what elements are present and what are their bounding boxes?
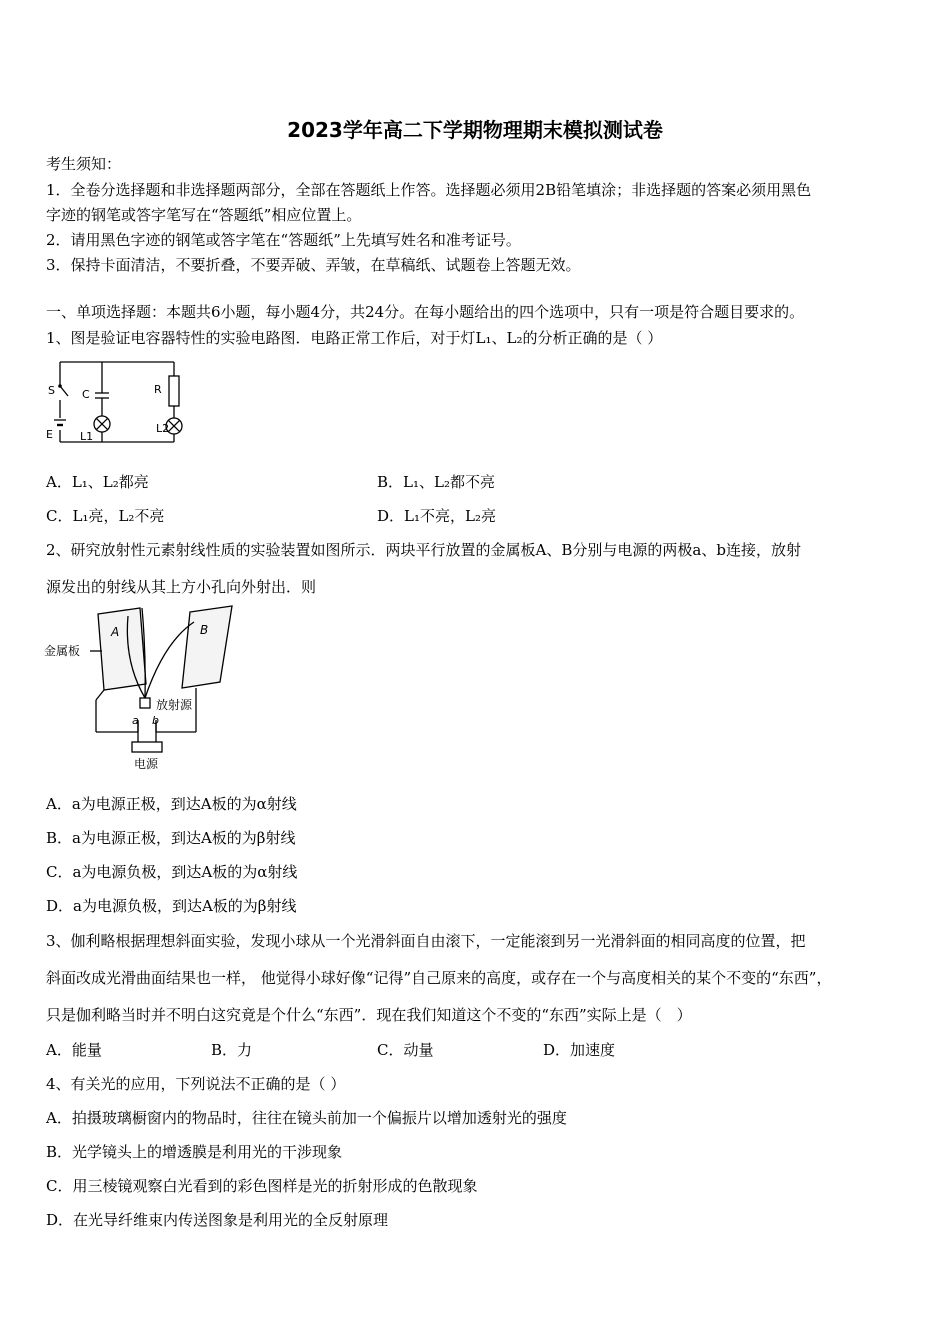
- q3-option-b: B．力: [211, 1041, 253, 1059]
- q1-option-b: B．L₁、L₂都不亮: [377, 473, 495, 491]
- q4-option-d: D．在光导纤维束内传送图象是利用光的全反射原理: [46, 1211, 389, 1229]
- question-1-stem: 1、图是验证电容器特性的实验电路图．电路正常工作后，对于灯L₁、L₂的分析正确的是（ ）: [46, 329, 663, 347]
- label-source: 放射源: [156, 698, 193, 712]
- label-l1: L1: [80, 430, 94, 443]
- question-2-stem-line-2: 源发出的射线从其上方小孔向外射出．则: [46, 578, 317, 596]
- q3-option-d: D．加速度: [543, 1041, 616, 1059]
- q2-option-b: B．a为电源正极，到达A板的为β射线: [46, 829, 296, 847]
- question-4-stem: 4、有关光的应用，下列说法不正确的是（ ）: [46, 1075, 346, 1093]
- q1-option-d: D．L₁不亮，L₂亮: [377, 507, 496, 525]
- q2-option-a: A．a为电源正极，到达A板的为α射线: [46, 795, 297, 813]
- label-r: R: [154, 383, 162, 396]
- q1-option-c: C．L₁亮，L₂不亮: [46, 507, 165, 525]
- q1-option-a: A．L₁、L₂都亮: [46, 473, 149, 491]
- label-s: S: [48, 384, 55, 397]
- label-metal-plate: 金属板: [44, 644, 81, 658]
- q3-option-a: A．能量: [46, 1041, 102, 1059]
- label-l2: L2: [156, 422, 170, 435]
- q2-option-c: C．a为电源负极，到达A板的为α射线: [46, 863, 298, 881]
- question-2-stem-line-1: 2、研究放射性元素射线性质的实验装置如图所示．两块平行放置的金属板A、B分别与电源的两极a、b连接，放射: [46, 541, 801, 559]
- label-e: E: [46, 428, 53, 441]
- label-plate-a: A: [111, 625, 120, 639]
- page-title: 2023学年高二下学期物理期末模拟测试卷: [287, 118, 663, 142]
- label-power: 电源: [134, 757, 159, 771]
- radiation-apparatus-diagram: [44, 602, 244, 772]
- question-3-stem-line-3: 只是伽利略当时并不明白这究竟是个什么“东西”．现在我们知道这个不变的“东西”实际上是（ ）: [46, 1006, 692, 1024]
- switch-contact: [58, 384, 62, 388]
- question-3-stem-line-2: 斜面改成光滑曲面结果也一样， 他觉得小球好像“记得”自己原来的高度，或存在一个与高度相关的某个不变的“东西”，: [46, 969, 832, 987]
- circuit-diagram: [44, 358, 184, 448]
- question-3-stem-line-1: 3、伽利略根据理想斜面实验，发现小球从一个光滑斜面自由滚下，一定能滚到另一光滑斜面的相同高度的位置，把: [46, 932, 806, 950]
- notice-heading: 考生须知：: [46, 155, 122, 173]
- label-plate-b: B: [200, 623, 209, 637]
- q3-option-c: C．动量: [377, 1041, 434, 1059]
- notice-item: 2．请用黑色字迹的钢笔或答字笔在“答题纸”上先填写姓名和准考证号。: [46, 231, 521, 249]
- notice-item: 1．全卷分选择题和非选择题两部分，全部在答题纸上作答。选择题必须用2B铅笔填涂；非选择题的答案必须用黑色: [46, 181, 812, 199]
- label-c: C: [82, 388, 90, 401]
- q4-option-c: C．用三棱镜观察白光看到的彩色图样是光的折射形成的色散现象: [46, 1177, 478, 1195]
- notice-item: 字迹的钢笔或答字笔写在“答题纸”相应位置上。: [46, 206, 362, 224]
- q4-option-b: B．光学镜头上的增透膜是利用光的干涉现象: [46, 1143, 343, 1161]
- label-pole-a: a: [132, 714, 139, 727]
- q2-option-d: D．a为电源负极，到达A板的为β射线: [46, 897, 297, 915]
- notice-item: 3．保持卡面清洁，不要折叠，不要弄破、弄皱，在草稿纸、试题卷上答题无效。: [46, 256, 581, 274]
- q4-option-a: A．拍摄玻璃橱窗内的物品时，往往在镜头前加一个偏振片以增加透射光的强度: [46, 1109, 567, 1127]
- label-pole-b: b: [152, 714, 159, 727]
- section-heading: 一、单项选择题：本题共6小题，每小题4分，共24分。在每小题给出的四个选项中，只有一项是符合题目要求的。: [46, 303, 805, 321]
